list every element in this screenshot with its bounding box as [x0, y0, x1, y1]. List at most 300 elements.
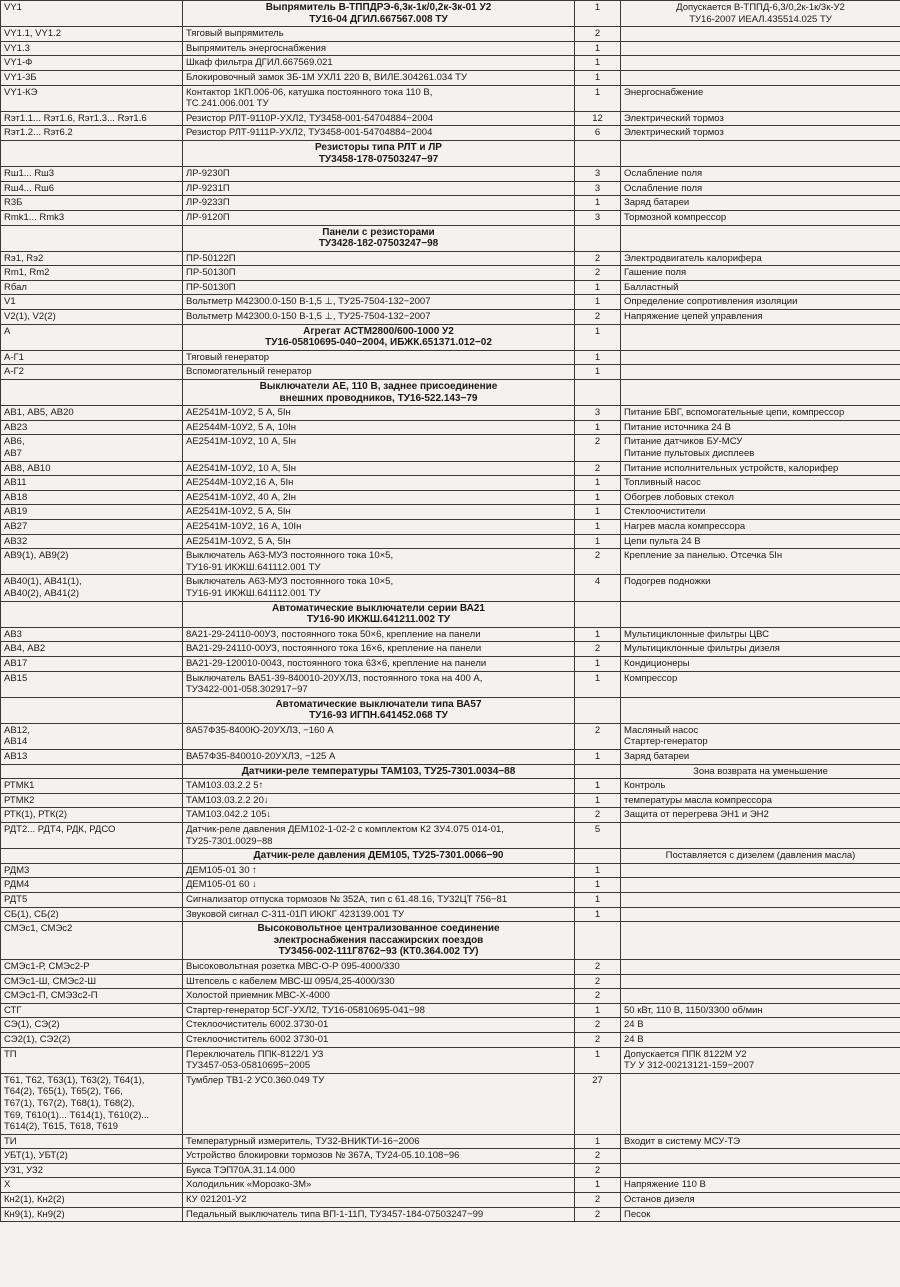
- name-cell: Высоковольтная розетка МВС-О-Р 095-4000/330: [183, 959, 575, 974]
- note-cell: [621, 922, 900, 960]
- name-cell: Вольтметр М42300.0-150 В-1,5 ⊥, ТУ25-7504-132−2007: [183, 310, 575, 325]
- name-cell: ДЕМ105-01 60 ↓: [183, 878, 575, 893]
- quantity-cell: 1: [575, 656, 621, 671]
- section-header-row: [1, 601, 900, 627]
- name-cell: Панели с резисторами ТУ3428-182-07503247−98: [183, 225, 575, 251]
- designation-cell: АВ19: [1, 505, 183, 520]
- designation-cell: АВ27: [1, 519, 183, 534]
- table-row: [1, 280, 900, 295]
- name-cell: АЕ2541М-10У2, 5 А, 5Iн: [183, 406, 575, 421]
- note-cell: Напряжение цепей управления: [621, 310, 900, 325]
- designation-cell: Т61, Т62, Т63(1), Т63(2), Т64(1), Т64(2), Т65(1), Т65(2), Т66, Т67(1), Т67(2), Т68(1), Т68(2), Т69, Т610(1)... Т614(1), Т610(2)... Т614(2), Т615, Т618, Т619: [1, 1073, 183, 1134]
- quantity-cell: 1: [575, 420, 621, 435]
- name-cell: Тяговый выпрямитель: [183, 27, 575, 42]
- designation-cell: АВ3: [1, 627, 183, 642]
- quantity-cell: 1: [575, 793, 621, 808]
- designation-cell: РТМК1: [1, 779, 183, 794]
- quantity-cell: 2: [575, 549, 621, 575]
- name-cell: ДЕМ105-01 30 ↑: [183, 863, 575, 878]
- designation-cell: СМЭс1, СМЭс2: [1, 922, 183, 960]
- designation-cell: АВ15: [1, 671, 183, 697]
- note-cell: [621, 878, 900, 893]
- quantity-cell: 27: [575, 1073, 621, 1134]
- quantity-cell: 1: [575, 878, 621, 893]
- designation-cell: РДТ2... РДТ4, РДК, РДСО: [1, 823, 183, 849]
- quantity-cell: 1: [575, 1003, 621, 1018]
- table-row: [1, 85, 900, 111]
- designation-cell: АВ23: [1, 420, 183, 435]
- designation-cell: V1: [1, 295, 183, 310]
- section-header-row: [1, 225, 900, 251]
- note-cell: Топливный насос: [621, 476, 900, 491]
- quantity-cell: 2: [575, 1149, 621, 1164]
- name-cell: АЕ2544М-10У2,16 А, 5Iн: [183, 476, 575, 491]
- note-cell: Питание БВГ, вспомогательные цепи, компрессор: [621, 406, 900, 421]
- designation-cell: АВ17: [1, 656, 183, 671]
- note-cell: Входит в систему МСУ-ТЭ: [621, 1134, 900, 1149]
- note-cell: Песок: [621, 1207, 900, 1222]
- quantity-cell: 1: [575, 365, 621, 380]
- designation-cell: А-Г2: [1, 365, 183, 380]
- name-cell: Датчики-реле температуры ТАМ103, ТУ25-7301.0034−88: [183, 764, 575, 779]
- section-header-row: [1, 1, 900, 27]
- name-cell: Стеклоочиститель 6002 3730-01: [183, 1032, 575, 1047]
- quantity-cell: 1: [575, 280, 621, 295]
- table-row: [1, 210, 900, 225]
- designation-cell: СТГ: [1, 1003, 183, 1018]
- note-cell: Балластный: [621, 280, 900, 295]
- quantity-cell: 3: [575, 181, 621, 196]
- note-cell: 50 кВт, 110 В, 1150/3300 об/мин: [621, 1003, 900, 1018]
- name-cell: Выключатель А63-МУЗ постоянного тока 10×5, ТУ16-91 ИКЖШ.641112.001 ТУ: [183, 575, 575, 601]
- name-cell: Стеклоочиститель 6002.3730-01: [183, 1018, 575, 1033]
- name-cell: Выпрямитель энергоснабжения: [183, 41, 575, 56]
- name-cell: Температурный измеритель, ТУ32-ВНИКТИ-16−2006: [183, 1134, 575, 1149]
- name-cell: Штепсель с кабелем МВС-Ш 095/4,25-4000/330: [183, 974, 575, 989]
- designation-cell: VY1.3: [1, 41, 183, 56]
- section-header-row: [1, 922, 900, 960]
- table-row: [1, 1018, 900, 1033]
- note-cell: Напряжение 110 В: [621, 1178, 900, 1193]
- quantity-cell: 1: [575, 1134, 621, 1149]
- designation-cell: РДМ3: [1, 863, 183, 878]
- designation-cell: РДТ5: [1, 893, 183, 908]
- table-row: [1, 365, 900, 380]
- quantity-cell: 1: [575, 70, 621, 85]
- quantity-cell: 12: [575, 111, 621, 126]
- note-cell: [621, 41, 900, 56]
- table-row: [1, 420, 900, 435]
- note-cell: Электрический тормоз: [621, 126, 900, 141]
- table-row: [1, 295, 900, 310]
- name-cell: ВА21-29-120010-0043, постоянного тока 63×6, крепление на панели: [183, 656, 575, 671]
- quantity-cell: 1: [575, 1, 621, 27]
- designation-cell: VY1-КЭ: [1, 85, 183, 111]
- note-cell: [621, 27, 900, 42]
- designation-cell: VY1: [1, 1, 183, 27]
- quantity-cell: 2: [575, 808, 621, 823]
- quantity-cell: 1: [575, 324, 621, 350]
- note-cell: [621, 989, 900, 1004]
- name-cell: Датчик-реле давления ДЕМ105, ТУ25-7301.0066−90: [183, 849, 575, 864]
- quantity-cell: 1: [575, 41, 621, 56]
- table-row: [1, 350, 900, 365]
- name-cell: Блокировочный замок ЗБ-1М УХЛ1 220 В, ВИЛЕ.304261.034 ТУ: [183, 70, 575, 85]
- quantity-cell: [575, 764, 621, 779]
- table-row: [1, 461, 900, 476]
- table-row: [1, 642, 900, 657]
- name-cell: ТАМ103.03.2.2 5↑: [183, 779, 575, 794]
- name-cell: 8А57Ф35-8400Ю-20УХЛЗ, −160 А: [183, 723, 575, 749]
- quantity-cell: 1: [575, 779, 621, 794]
- designation-cell: ТИ: [1, 1134, 183, 1149]
- table-row: [1, 793, 900, 808]
- table-row: [1, 779, 900, 794]
- quantity-cell: 1: [575, 627, 621, 642]
- table-row: [1, 1193, 900, 1208]
- designation-cell: Rэ1, Rэ2: [1, 251, 183, 266]
- note-cell: [621, 907, 900, 922]
- table-row: [1, 1003, 900, 1018]
- quantity-cell: 2: [575, 461, 621, 476]
- designation-cell: [1, 140, 183, 166]
- table-row: [1, 1178, 900, 1193]
- table-row: [1, 41, 900, 56]
- quantity-cell: 1: [575, 196, 621, 211]
- note-cell: Подогрев подножки: [621, 575, 900, 601]
- designation-cell: Rш1... Rш3: [1, 167, 183, 182]
- table-row: [1, 671, 900, 697]
- name-cell: ТАМ103.03.2.2 20↓: [183, 793, 575, 808]
- quantity-cell: 1: [575, 476, 621, 491]
- designation-cell: VY1-Ф: [1, 56, 183, 71]
- quantity-cell: [575, 697, 621, 723]
- designation-cell: СЭ(1), СЭ(2): [1, 1018, 183, 1033]
- designation-cell: СЭ2(1), СЭ2(2): [1, 1032, 183, 1047]
- table-row: [1, 656, 900, 671]
- quantity-cell: 2: [575, 1207, 621, 1222]
- note-cell: [621, 1073, 900, 1134]
- name-cell: КУ 021201-У2: [183, 1193, 575, 1208]
- name-cell: Агрегат АСТМ2800/600-1000 У2 ТУ16-05810695-040−2004, ИБЖК.651371.012−02: [183, 324, 575, 350]
- note-cell: Цепи пульта 24 В: [621, 534, 900, 549]
- name-cell: АЕ2544М-10У2, 5 А, 10Iн: [183, 420, 575, 435]
- name-cell: Датчик-реле давления ДЕМ102-1-02-2 с комплектом К2 ЗУ4.075 014-01, ТУ25-7301.0029−88: [183, 823, 575, 849]
- note-cell: Кондиционеры: [621, 656, 900, 671]
- name-cell: ПР-50122П: [183, 251, 575, 266]
- quantity-cell: 1: [575, 671, 621, 697]
- designation-cell: R3Б: [1, 196, 183, 211]
- table-row: [1, 476, 900, 491]
- note-cell: Компрессор: [621, 671, 900, 697]
- note-cell: Питание исполнительных устройств, калорифер: [621, 461, 900, 476]
- table-row: [1, 1047, 900, 1073]
- table-row: [1, 1163, 900, 1178]
- table-row: [1, 1134, 900, 1149]
- designation-cell: [1, 849, 183, 864]
- name-cell: ВА57Ф35-840010-20УХЛЗ, −125 А: [183, 750, 575, 765]
- name-cell: Сигнализатор отпуска тормозов № 352А, тип с 61.48.16, ТУ32ЦТ 756−81: [183, 893, 575, 908]
- quantity-cell: 2: [575, 1018, 621, 1033]
- quantity-cell: 2: [575, 1163, 621, 1178]
- name-cell: ВА21-29-24110-00УЗ, постоянного тока 16×6, крепление на панели: [183, 642, 575, 657]
- quantity-cell: 1: [575, 350, 621, 365]
- quantity-cell: 1: [575, 519, 621, 534]
- designation-cell: V2(1), V2(2): [1, 310, 183, 325]
- section-header-row: [1, 324, 900, 350]
- section-header-row: [1, 849, 900, 864]
- note-cell: [621, 140, 900, 166]
- quantity-cell: 2: [575, 989, 621, 1004]
- name-cell: Холодильник «Морозко-3М»: [183, 1178, 575, 1193]
- note-cell: Определение сопротивления изоляции: [621, 295, 900, 310]
- quantity-cell: 1: [575, 85, 621, 111]
- note-cell: Электрический тормоз: [621, 111, 900, 126]
- table-row: [1, 181, 900, 196]
- quantity-cell: 2: [575, 959, 621, 974]
- table-row: [1, 1149, 900, 1164]
- designation-cell: АВ4, АВ2: [1, 642, 183, 657]
- table-row: [1, 974, 900, 989]
- quantity-cell: 2: [575, 435, 621, 461]
- quantity-cell: 4: [575, 575, 621, 601]
- name-cell: ЛР-9120П: [183, 210, 575, 225]
- name-cell: АЕ2541М-10У2, 16 А, 10Iн: [183, 519, 575, 534]
- name-cell: ТАМ103.042.2 105↓: [183, 808, 575, 823]
- note-cell: [621, 601, 900, 627]
- name-cell: Автоматические выключатели серии ВА21 ТУ16-90 ИКЖШ.641211.002 ТУ: [183, 601, 575, 627]
- designation-cell: АВ18: [1, 490, 183, 505]
- designation-cell: [1, 764, 183, 779]
- note-cell: [621, 70, 900, 85]
- name-cell: Выключатели АЕ, 110 В, заднее присоединение внешних проводников, ТУ16-522.143−79: [183, 380, 575, 406]
- name-cell: ЛР-9231П: [183, 181, 575, 196]
- table-row: [1, 893, 900, 908]
- quantity-cell: 1: [575, 750, 621, 765]
- quantity-cell: 1: [575, 1178, 621, 1193]
- table-row: [1, 750, 900, 765]
- designation-cell: АВ12, АВ14: [1, 723, 183, 749]
- designation-cell: АВ40(1), АВ41(1), АВ40(2), АВ41(2): [1, 575, 183, 601]
- table-row: [1, 723, 900, 749]
- name-cell: 8А21-29-24110-00УЗ, постоянного тока 50×6, крепление на панели: [183, 627, 575, 642]
- designation-cell: [1, 380, 183, 406]
- note-cell: Защита от перегрева ЭН1 и ЭН2: [621, 808, 900, 823]
- note-cell: Тормозной компрессор: [621, 210, 900, 225]
- name-cell: Выпрямитель В-ТППДРЭ-6,3к-1к/0,2к-3к-01 У2 ТУ16-04 ДГИЛ.667567.008 ТУ: [183, 1, 575, 27]
- note-cell: Нагрев масла компрессора: [621, 519, 900, 534]
- note-cell: 24 В: [621, 1018, 900, 1033]
- designation-cell: АВ8, АВ10: [1, 461, 183, 476]
- designation-cell: Х: [1, 1178, 183, 1193]
- quantity-cell: [575, 225, 621, 251]
- name-cell: Резистор РЛТ-9110Р-УХЛ2, ТУ3458-001-54704884−2004: [183, 111, 575, 126]
- quantity-cell: 2: [575, 27, 621, 42]
- note-cell: Допускается ППК 8122М У2 ТУ У 312-00213121-159−2007: [621, 1047, 900, 1073]
- note-cell: [621, 823, 900, 849]
- table-row: [1, 27, 900, 42]
- name-cell: Резисторы типа РЛТ и ЛР ТУ3458-178-07503247−97: [183, 140, 575, 166]
- name-cell: Выключатель А63-МУЗ постоянного тока 10×5, ТУ16-91 ИКЖШ.641112.001 ТУ: [183, 549, 575, 575]
- name-cell: Тумблер ТВ1-2 УС0.360.049 ТУ: [183, 1073, 575, 1134]
- designation-cell: Rэт1.1... Rэт1.6, Rэт1.3... Rэт1.6: [1, 111, 183, 126]
- section-header-row: [1, 140, 900, 166]
- designation-cell: РДМ4: [1, 878, 183, 893]
- designation-cell: ТП: [1, 1047, 183, 1073]
- name-cell: ПР-50130П: [183, 266, 575, 281]
- table-row: [1, 251, 900, 266]
- note-cell: Мультициклонные фильтры дизеля: [621, 642, 900, 657]
- quantity-cell: 2: [575, 1032, 621, 1047]
- note-cell: [621, 225, 900, 251]
- table-row: [1, 627, 900, 642]
- table-row: [1, 490, 900, 505]
- name-cell: АЕ2541М-10У2, 5 А, 5Iн: [183, 534, 575, 549]
- name-cell: Вольтметр М42300.0-150 В-1,5 ⊥, ТУ25-7504-132−2007: [183, 295, 575, 310]
- quantity-cell: [575, 380, 621, 406]
- note-cell: [621, 365, 900, 380]
- note-cell: Гашение поля: [621, 266, 900, 281]
- name-cell: ЛР-9230П: [183, 167, 575, 182]
- name-cell: АЕ2541М-10У2, 40 А, 2Iн: [183, 490, 575, 505]
- designation-cell: АВ32: [1, 534, 183, 549]
- quantity-cell: [575, 922, 621, 960]
- designation-cell: А: [1, 324, 183, 350]
- designation-cell: Кн2(1), Кн2(2): [1, 1193, 183, 1208]
- name-cell: АЕ2541М-10У2, 5 А, 5Iн: [183, 505, 575, 520]
- quantity-cell: 1: [575, 505, 621, 520]
- note-cell: [621, 350, 900, 365]
- name-cell: Резистор РЛТ-9111Р-УХЛ2, ТУ3458-001-54704884−2004: [183, 126, 575, 141]
- note-cell: [621, 959, 900, 974]
- name-cell: Стартер-генератор 5СГ-УХЛ2, ТУ16-05810695-041−98: [183, 1003, 575, 1018]
- designation-cell: Rmk1... Rmk3: [1, 210, 183, 225]
- section-header-row: [1, 764, 900, 779]
- note-cell: [621, 974, 900, 989]
- name-cell: Выключатель ВА51-39-840010-20УХЛЗ, постоянного тока на 400 А, ТУЗ422-001-058.302917−97: [183, 671, 575, 697]
- note-cell: Останов дизеля: [621, 1193, 900, 1208]
- designation-cell: СМЭс1-П, СМЭ3с2-П: [1, 989, 183, 1004]
- quantity-cell: 1: [575, 863, 621, 878]
- designation-cell: [1, 697, 183, 723]
- quantity-cell: 3: [575, 167, 621, 182]
- table-row: [1, 959, 900, 974]
- designation-cell: [1, 601, 183, 627]
- designation-cell: Rш4... Rш6: [1, 181, 183, 196]
- name-cell: Устройство блокировки тормозов № 367А, ТУ24-05.10.108−96: [183, 1149, 575, 1164]
- designation-cell: Кн9(1), Кн9(2): [1, 1207, 183, 1222]
- table-row: [1, 549, 900, 575]
- equipment-rows: [1, 1, 900, 1222]
- quantity-cell: 1: [575, 534, 621, 549]
- name-cell: АЕ2541М-10У2, 10 А, 5Iн: [183, 461, 575, 476]
- name-cell: Высоковольтное централизованное соединение электроснабжения пассажирских поездов ТУ3456-002-111Г8762−93 (КТ0.364.002 ТУ): [183, 922, 575, 960]
- name-cell: ПР-50130П: [183, 280, 575, 295]
- designation-cell: Rбал: [1, 280, 183, 295]
- name-cell: ЛР-9233П: [183, 196, 575, 211]
- quantity-cell: 2: [575, 974, 621, 989]
- name-cell: Букса ТЭП70А.31.14.000: [183, 1163, 575, 1178]
- quantity-cell: 2: [575, 642, 621, 657]
- note-cell: Обогрев лобовых стекол: [621, 490, 900, 505]
- table-row: [1, 878, 900, 893]
- quantity-cell: 1: [575, 490, 621, 505]
- table-row: [1, 56, 900, 71]
- designation-cell: АВ9(1), АВ9(2): [1, 549, 183, 575]
- designation-cell: УБТ(1), УБТ(2): [1, 1149, 183, 1164]
- table-row: [1, 534, 900, 549]
- note-cell: Энергоснабжение: [621, 85, 900, 111]
- designation-cell: РТМК2: [1, 793, 183, 808]
- table-row: [1, 989, 900, 1004]
- table-row: [1, 1073, 900, 1134]
- name-cell: Шкаф фильтра ДГИЛ.667569.021: [183, 56, 575, 71]
- quantity-cell: 1: [575, 893, 621, 908]
- note-cell: температуры масла компрессора: [621, 793, 900, 808]
- designation-cell: VY1-3Б: [1, 70, 183, 85]
- note-cell: 24 В: [621, 1032, 900, 1047]
- quantity-cell: 2: [575, 310, 621, 325]
- designation-cell: Rэт1.2... Rэт6.2: [1, 126, 183, 141]
- table-row: [1, 863, 900, 878]
- note-cell: [621, 324, 900, 350]
- designation-cell: АВ6, АВ7: [1, 435, 183, 461]
- note-cell: Поставляется с дизелем (давления масла): [621, 849, 900, 864]
- name-cell: Автоматические выключатели типа ВА57 ТУ16-93 ИГПН.641452.068 ТУ: [183, 697, 575, 723]
- quantity-cell: 3: [575, 210, 621, 225]
- designation-cell: [1, 225, 183, 251]
- note-cell: Ослабление поля: [621, 181, 900, 196]
- table-row: [1, 808, 900, 823]
- quantity-cell: [575, 849, 621, 864]
- table-row: [1, 126, 900, 141]
- name-cell: Вспомогательный генератор: [183, 365, 575, 380]
- designation-cell: УЗ1, УЗ2: [1, 1163, 183, 1178]
- table-row: [1, 266, 900, 281]
- table-row: [1, 70, 900, 85]
- quantity-cell: 3: [575, 406, 621, 421]
- note-cell: Ослабление поля: [621, 167, 900, 182]
- designation-cell: АВ11: [1, 476, 183, 491]
- section-header-row: [1, 697, 900, 723]
- note-cell: [621, 863, 900, 878]
- table-row: [1, 575, 900, 601]
- quantity-cell: 1: [575, 1047, 621, 1073]
- note-cell: [621, 1149, 900, 1164]
- designation-cell: РТК(1), РТК(2): [1, 808, 183, 823]
- table-row: [1, 167, 900, 182]
- note-cell: Зона возврата на уменьшение: [621, 764, 900, 779]
- quantity-cell: 2: [575, 723, 621, 749]
- note-cell: Масляный насос Стартер-генератор: [621, 723, 900, 749]
- quantity-cell: 6: [575, 126, 621, 141]
- note-cell: Допускается В-ТППД-6,3/0,2к-1к/3к-У2 ТУ16-2007 ИЕАЛ.435514.025 ТУ: [621, 1, 900, 27]
- designation-cell: СБ(1), СБ(2): [1, 907, 183, 922]
- table-row: [1, 406, 900, 421]
- name-cell: Холостой приемник МВС-Х-4000: [183, 989, 575, 1004]
- table-row: [1, 505, 900, 520]
- name-cell: Переключатель ППК-8122/1 УЗ ТУ3457-053-05810695−2005: [183, 1047, 575, 1073]
- note-cell: Стеклоочистители: [621, 505, 900, 520]
- note-cell: Заряд батареи: [621, 196, 900, 211]
- note-cell: [621, 56, 900, 71]
- note-cell: Электродвигатель калорифера: [621, 251, 900, 266]
- note-cell: Питание источника 24 В: [621, 420, 900, 435]
- designation-cell: СМЭс1-Ш, СМЭс2-Ш: [1, 974, 183, 989]
- quantity-cell: 2: [575, 266, 621, 281]
- note-cell: [621, 893, 900, 908]
- table-row: [1, 435, 900, 461]
